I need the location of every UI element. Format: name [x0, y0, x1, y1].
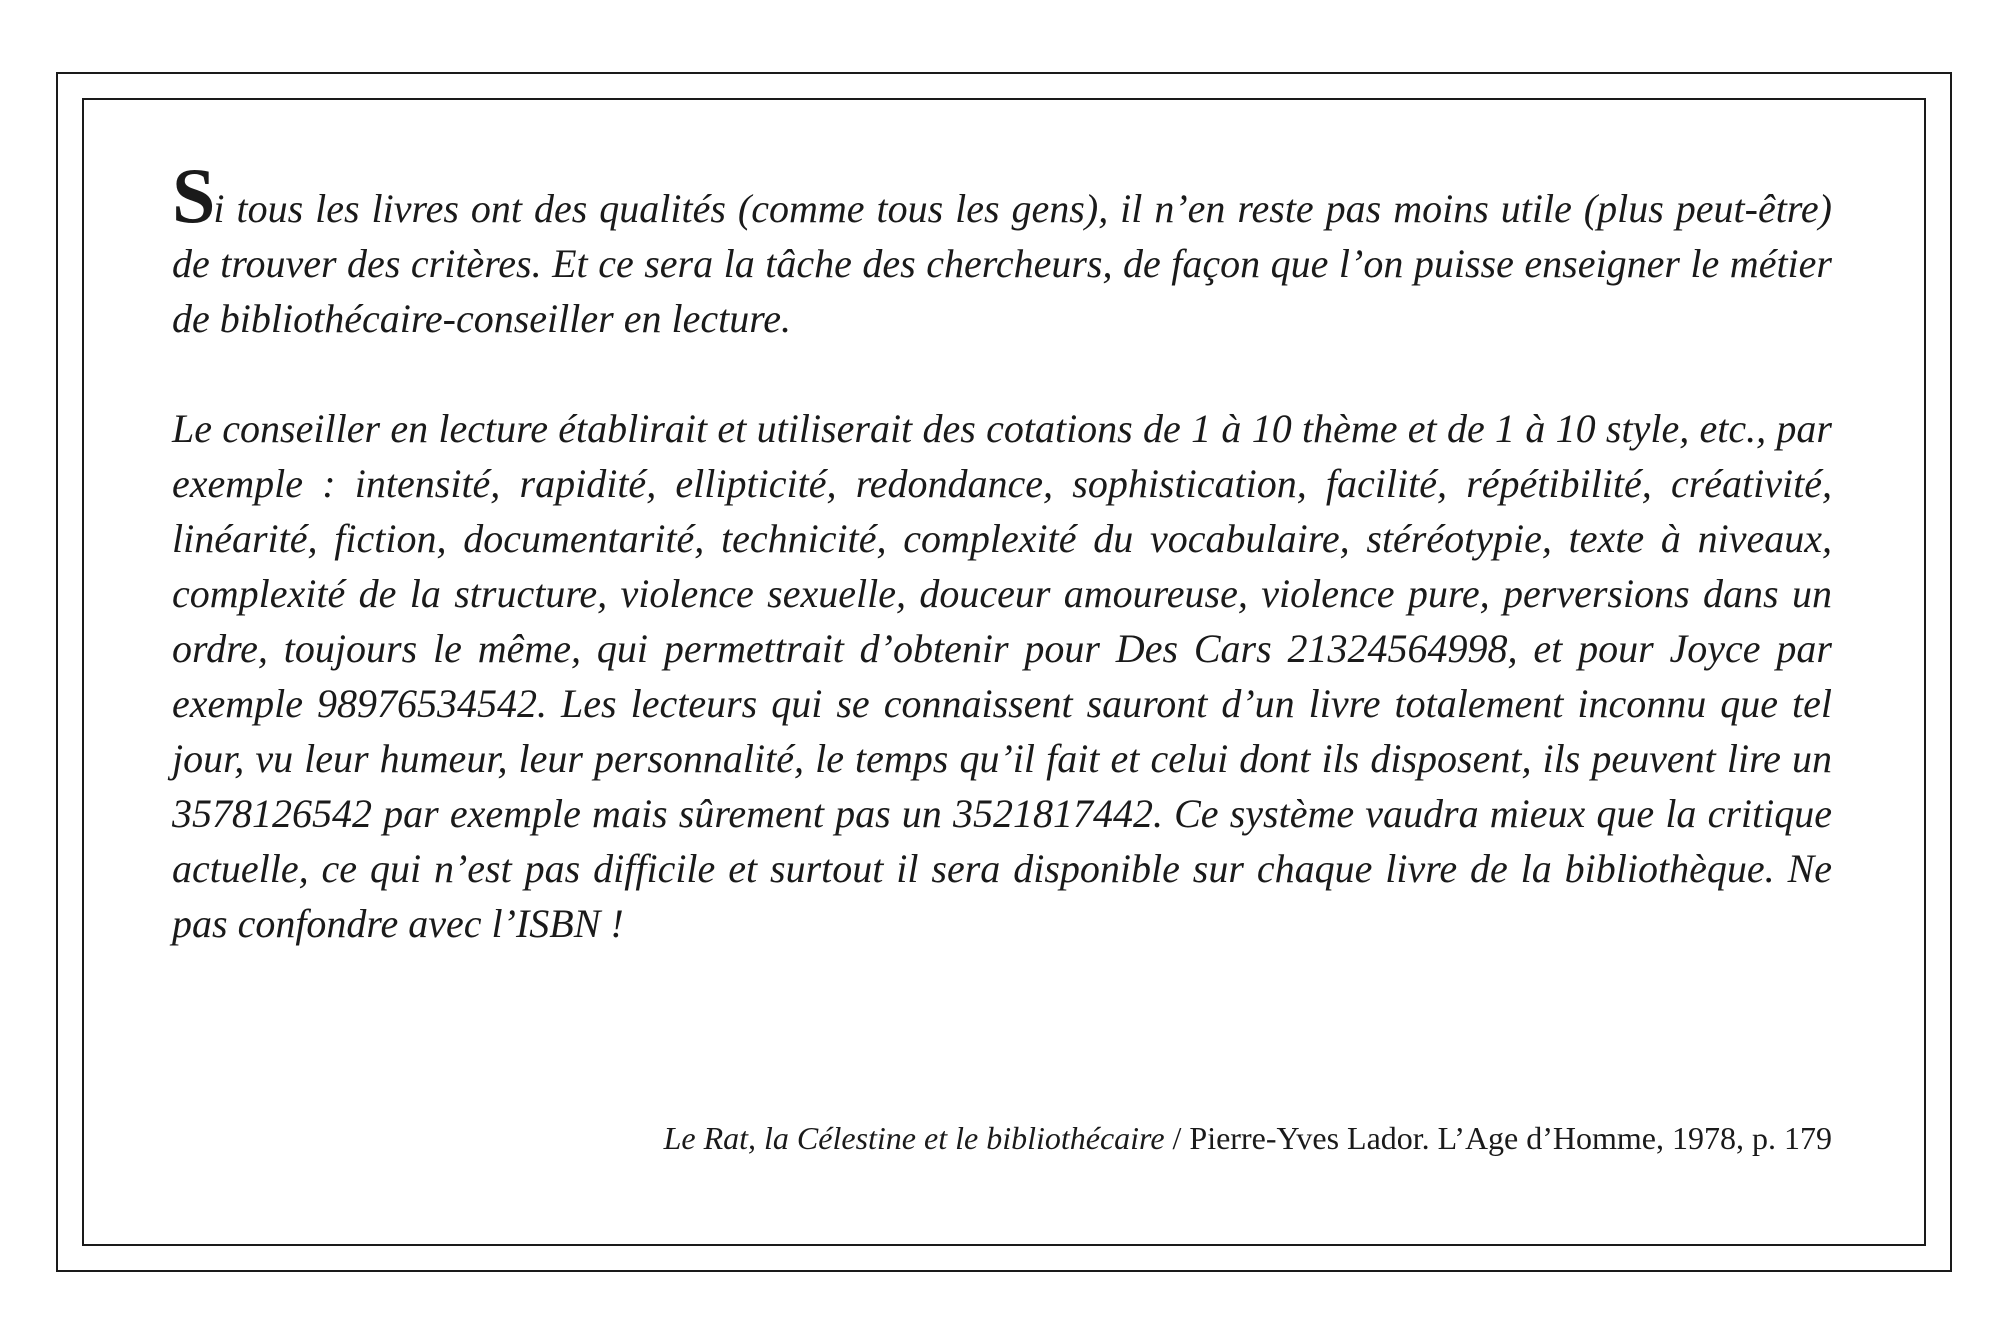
- citation-separator: /: [1164, 1120, 1190, 1156]
- paragraph-1-text: i tous les livres ont des qualités (comme tous les gens), il n’en reste pas moins utile (plus peut-être) de trouver des critères. Et ce sera la tâche des chercheurs, de façon que l’on puisse enseigner le métier de bibliothécaire-conseiller en lecture.: [172, 186, 1832, 341]
- drop-cap: S: [172, 152, 214, 239]
- citation-title: Le Rat, la Célestine et le bibliothécaire: [663, 1120, 1165, 1156]
- quote-block: [172, 152, 1832, 1156]
- quote-paragraph-2: Le conseiller en lecture établirait et utiliserait des cotations de 1 à 10 thème et de 1 à 10 style, etc., par exemple : intensité, rapidité, ellipticité, redondance, sophistication, facilité, répétibilité, créativité, linéarité, fiction, documentarité, technicité, complexité du vocabulaire, stéréotypie, texte à niveaux, complexité de la structure, violence sexuelle, douceur amoureuse, violence pure, perversions dans un ordre, toujours le même, qui permettrait d’obtenir pour Des Cars 21324564998, et pour Joyce par exemple 98976534542. Les lecteurs qui se connaissent sauront d’un livre totalement inconnu que tel jour, vu leur humeur, leur personnalité, le temps qu’il fait et celui dont ils disposent, ils peuvent lire un 3578126542 par exemple mais sûrement pas un 3521817442. Ce système vaudra mieux que la critique actuelle, ce qui n’est pas difficile et surtout il sera disponible sur chaque livre de la bibliothèque. Ne pas confondre avec l’ISBN !: [172, 406, 1832, 946]
- quote-paragraph-1: [172, 152, 1832, 346]
- citation: [172, 1118, 1832, 1158]
- citation-details: Pierre-Yves Lador. L’Age d’Homme, 1978, p. 179: [1189, 1120, 1832, 1156]
